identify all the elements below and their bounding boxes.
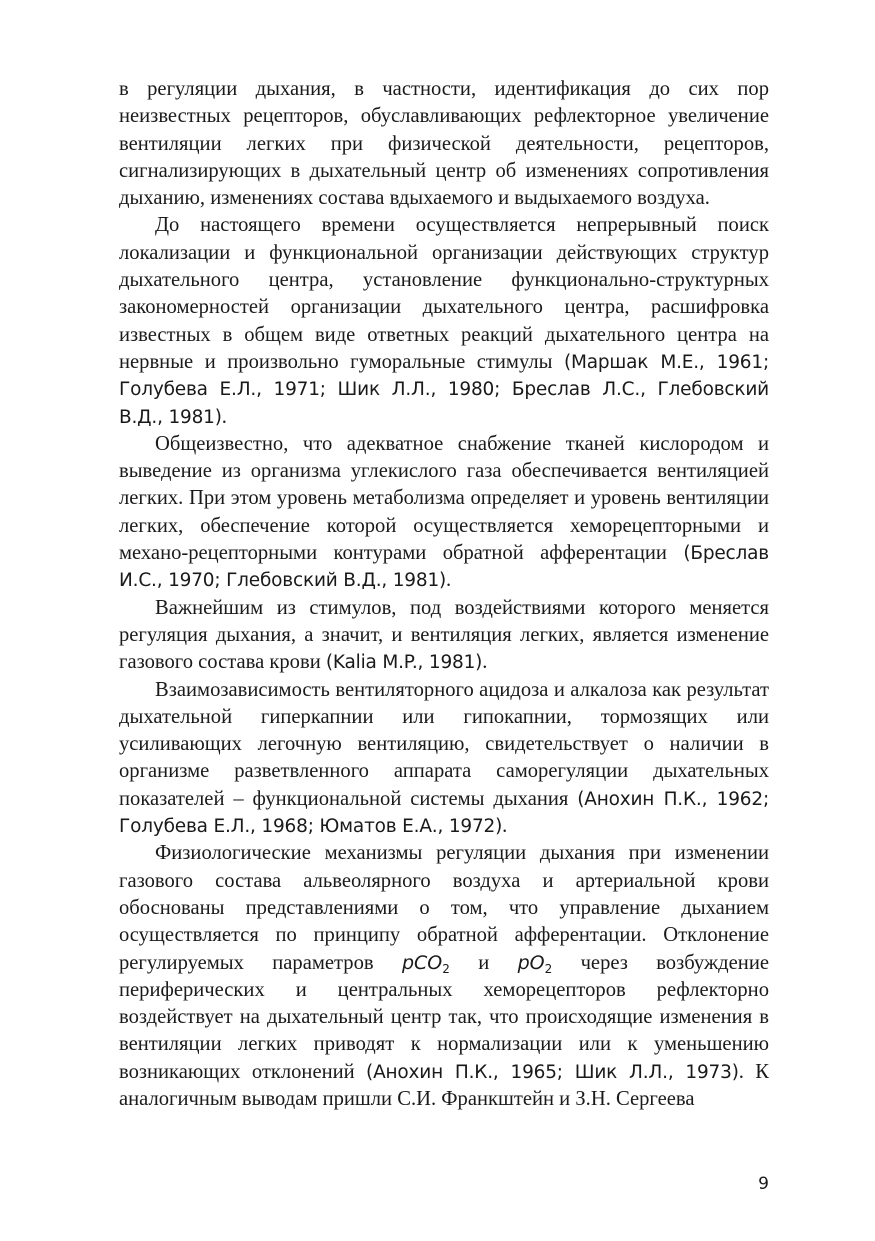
paragraph-5-text: Взаимозависимость вентиляторного ацидоза и алкалоза как результат дыхательной гиперкапнии или гипокапнии, тормозящих или усиливающих легочную вентиляцию, свидетельствует о наличии в организме разветвленного аппарата саморегуляции дыхательных показателей – функциональной системы дыхания (119, 678, 769, 810)
paragraph-4-text: Важнейшим из стимулов, под воздействиями которого меняется регуляция дыхания, а значит, и вентиляция легких, является изменение газового состава крови (119, 596, 769, 674)
paragraph-4 (119, 595, 769, 677)
paragraph-1 (119, 76, 769, 212)
page-body (119, 76, 769, 1113)
formula-po2-base: pO (517, 951, 545, 974)
paragraph-3 (119, 431, 769, 595)
paragraph-6-text-after: через возбуждение периферических и центральных хеморецепторов рефлекторно воздействует на дыхательный центр так, что происходящие изменения в вентиляции легких приводят к нормализации или к уменьшению возникающих отклонений (119, 951, 769, 1083)
formula-pco2-subscript: 2 (442, 961, 450, 976)
formula-po2 (518, 952, 553, 974)
paragraph-5 (119, 677, 769, 841)
citation: (Анохин П.К., 1962; Голубева Е.Л., 1968; Юматов Е.А., 1972) (119, 788, 769, 838)
formula-pco2-base: pCO (401, 951, 443, 974)
paragraph-1-text: в регуляции дыхания, в частности, идентификация до сих пор неизвестных рецепторов, обуславливающих рефлекторное увеличение вентиляции легких при физической деятельности, рецепторов, сигнализирующих в дыхательный центр об изменениях сопротивления дыханию, изменениях состава вдыхаемого и выдыхаемого воздуха. (119, 78, 769, 210)
paragraph-3-text: Общеизвестно, что адекватное снабжение тканей кислородом и выведение из организма углекислого газа обеспечивается вентиляцией легких. При этом уровень метаболизма определяет и уровень вентиляции легких, обеспечение которой осуществляется хеморецепторными и механо-рецепторными контурами обратной афферентации (119, 432, 769, 565)
paragraph-4-end: . (482, 651, 488, 674)
citation: (Бреслав И.С., 1970; Глебовский В.Д., 1981) (119, 543, 769, 592)
paragraph-5-end: . (502, 815, 508, 838)
formula-pco2 (402, 952, 450, 974)
citation: (Маршак М.Е., 1961; Голубева Е.Л., 1971; Шик Л.Л., 1980; Бреслав Л.С., Глебовский В.Д., 1981) (119, 351, 769, 428)
paragraph-2-text: До настоящего времени осуществляется непрерывный поиск локализации и функциональной организации действующих структур дыхательного центра, установление функционально-структурных закономерностей организации дыхательного центра, расшифровка известных в общем виде ответных реакций дыхательного центра на нервные и произвольно гуморальные стимулы (119, 214, 769, 373)
page-number: 9 (758, 1174, 769, 1194)
paragraph-6-end: . К аналогичным выводам пришли С.И. Франкштейн и З.Н. Сергеева (119, 1060, 769, 1110)
citation: (Kalia M.P., 1981) (325, 652, 483, 674)
citation: (Анохин П.К., 1965; Шик Л.Л., 1973) (366, 1061, 739, 1083)
paragraph-2 (119, 212, 769, 430)
paragraph-3-end: . (446, 569, 452, 592)
formula-po2-subscript: 2 (544, 961, 553, 976)
paragraph-6-text-before: Физиологические механизмы регуляции дыхания при изменении газового состава альвеолярного воздуха и артериальной крови обоснованы представлениями о том, что управление дыханием осуществляется по принципу обратной афферентации. Отклонение регулируемых параметров (119, 842, 769, 974)
paragraph-2-end: . (221, 405, 227, 428)
paragraph-6 (119, 840, 769, 1113)
formula-conjunction: и (449, 951, 518, 974)
